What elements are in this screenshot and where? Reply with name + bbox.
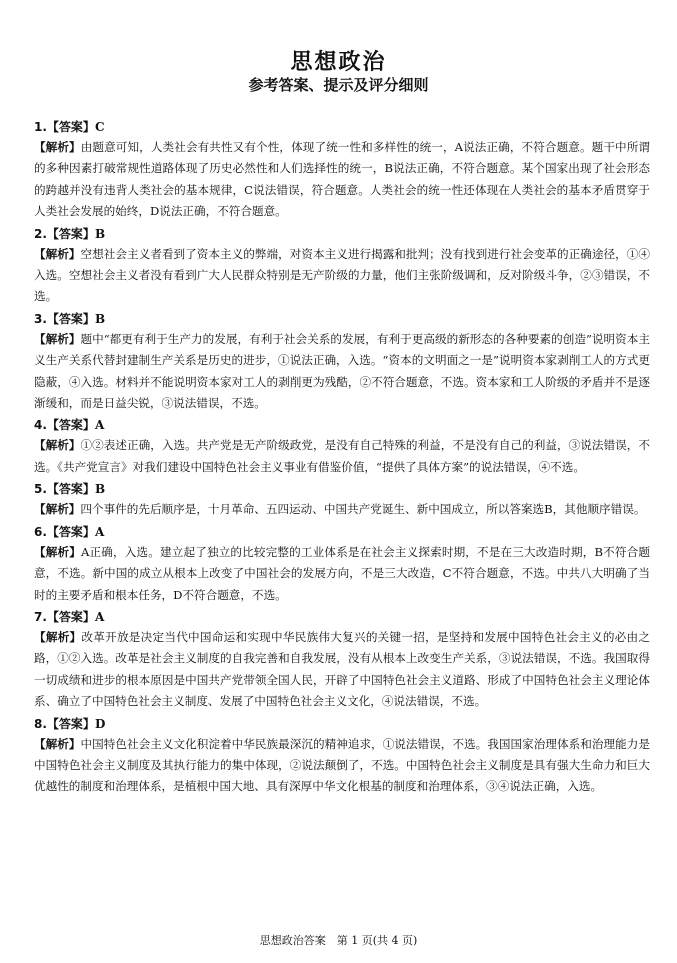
question-item — [34, 310, 650, 415]
answer-tag: 【答案】 — [46, 311, 95, 326]
answer-line — [34, 118, 650, 137]
analysis-text: 四个事件的先后顺序是，十月革命、五四运动、中国共产党诞生、新中国成立，所以答案选B，其他顺序错误。 — [80, 502, 646, 517]
analysis-tag: 【解析】 — [34, 331, 81, 346]
question-number: 2. — [34, 226, 47, 241]
analysis-tag: 【解析】 — [34, 502, 81, 517]
analysis-paragraph — [34, 244, 650, 308]
analysis-tag: 【解析】 — [34, 438, 81, 453]
question-item — [34, 523, 650, 606]
answer-line — [34, 715, 650, 734]
analysis-tag: 【解析】 — [34, 246, 81, 261]
answer-tag: 【答案】 — [46, 418, 95, 433]
page-title: 思想政治 — [290, 50, 387, 75]
answer-tag: 【答案】 — [46, 609, 95, 624]
question-number: 5. — [34, 482, 47, 497]
answer-tag: 【答案】 — [46, 716, 95, 731]
answer-list — [34, 118, 650, 800]
analysis-paragraph — [34, 627, 650, 713]
analysis-text: A正确，入选。建立起了独立的比较完整的工业体系是在社会主义探索时期，不是在三大改造时期，B不符合题意，不选。新中国的成立从根本上改变了中国社会的发展方向，不是三大改造，C不符合题意，不选。中共八大明确了当时的主要矛盾和根本任务，D不符合题意，不选。 — [34, 544, 650, 602]
question-item — [34, 225, 650, 308]
analysis-paragraph — [34, 435, 650, 478]
analysis-tag: 【解析】 — [34, 736, 81, 751]
analysis-paragraph — [34, 542, 650, 606]
question-item — [34, 118, 650, 223]
answer-line — [34, 225, 650, 244]
answer-tag: 【答案】 — [46, 226, 95, 241]
page-subtitle: 参考答案、提示及评分细则 — [248, 76, 429, 94]
question-item — [34, 715, 650, 798]
analysis-text: ①②表述正确，入选。共产党是无产阶级政党，是没有自己特殊的利益，不是没有自己的利益，③说法错误，不选。《共产党宣言》对我们建设中国特色社会主义事业有借鉴价值，“提供了具体方案”的说法错误，④不选。 — [34, 438, 650, 474]
answer-line — [34, 523, 650, 542]
answer-tag: 【答案】 — [46, 482, 95, 497]
question-number: 8. — [34, 716, 47, 731]
analysis-text: 题中“都更有利于生产力的发展，有利于社会关系的发展，有利于更高级的新形态的各种要素的创造”说明资本主义生产关系代替封建制生产关系是历史的进步，①说法正确，入选。“资本的文明面之一是”说明资本家剥削工人的方式更隐蔽，④入选。材料并不能说明资本家对工人的剥削更为残酷，②不符合题意，不选。资本家和工人阶级的矛盾并不是逐渐缓和，而是日益尖锐，③说法错误，不选。 — [34, 331, 650, 411]
analysis-paragraph — [34, 329, 650, 415]
answer-value: B — [94, 311, 106, 326]
answer-tag: 【答案】 — [46, 524, 95, 539]
question-item — [34, 416, 650, 478]
answer-value: C — [94, 120, 105, 134]
analysis-paragraph — [34, 734, 650, 798]
answer-value: A — [94, 609, 105, 624]
answer-value: A — [94, 418, 105, 433]
question-item — [34, 608, 650, 713]
answer-line — [34, 310, 650, 329]
analysis-paragraph — [34, 499, 650, 520]
analysis-tag: 【解析】 — [34, 629, 82, 644]
answer-line — [34, 480, 650, 499]
answer-value: A — [94, 524, 105, 539]
analysis-tag: 【解析】 — [34, 140, 81, 154]
question-number: 3. — [34, 311, 47, 326]
question-number: 1. — [34, 120, 47, 134]
answer-value: D — [94, 716, 106, 731]
analysis-paragraph — [34, 137, 650, 223]
answer-value: B — [94, 482, 106, 497]
analysis-text: 由题意可知，人类社会有共性又有个性，体现了统一性和多样性的统一，A说法正确，不符合题意。题干中所谓的多种因素打破常规性道路体现了历史必然性和人们选择性的统一，B说法正确，不符合题意。某个国家出现了社会形态的跨越并没有违背人类社会的基本规律，C说法错误，符合题意。人类社会的统一性还体现在人类社会的基本矛盾贯穿于人类社会发展的始终，D说法正确，不符合题意。 — [34, 140, 650, 219]
analysis-tag: 【解析】 — [34, 544, 81, 559]
question-number: 4. — [34, 418, 47, 433]
answer-line — [34, 416, 650, 435]
question-number: 7. — [34, 609, 47, 624]
question-number: 6. — [34, 524, 47, 539]
question-item — [34, 480, 650, 520]
page-footer: 思想政治答案 第 1 页(共 4 页) — [259, 934, 418, 947]
answer-tag: 【答案】 — [46, 120, 95, 134]
analysis-text: 空想社会主义者看到了资本主义的弊端，对资本主义进行揭露和批判；没有找到进行社会变革的正确途径，①④入选。空想社会主义者没有看到广大人民群众特别是无产阶级的力量，他们主张阶级调和，反对阶级斗争，②③错误，不选。 — [34, 246, 650, 304]
answer-line — [34, 608, 650, 627]
analysis-text: 中国特色社会主义文化积淀着中华民族最深沉的精神追求，①说法错误，不选。我国国家治理体系和治理能力是中国特色社会主义制度及其执行能力的集中体现，②说法颠倒了，不选。中国特色社会主义制度是具有强大生命力和巨大优越性的制度和治理体系，是植根中国大地、具有深厚中华文化根基的制度和治理体系，③④说法正确，入选。 — [34, 736, 650, 794]
answer-value: B — [94, 226, 106, 241]
analysis-text: 改革开放是决定当代中国命运和实现中华民族伟大复兴的关键一招，是坚持和发展中国特色社会主义的必由之路，①②入选。改革是社会主义制度的自我完善和自我发展，没有从根本上改变生产关系，③说法错误，不选。我国取得一切成绩和进步的根本原因是中国共产党带领全国人民，开辟了中国特色社会主义道路、形成了中国特色社会主义理论体系、确立了中国特色社会主义制度、发展了中国特色社会主义文化，④说法错误，不选。 — [34, 629, 650, 709]
